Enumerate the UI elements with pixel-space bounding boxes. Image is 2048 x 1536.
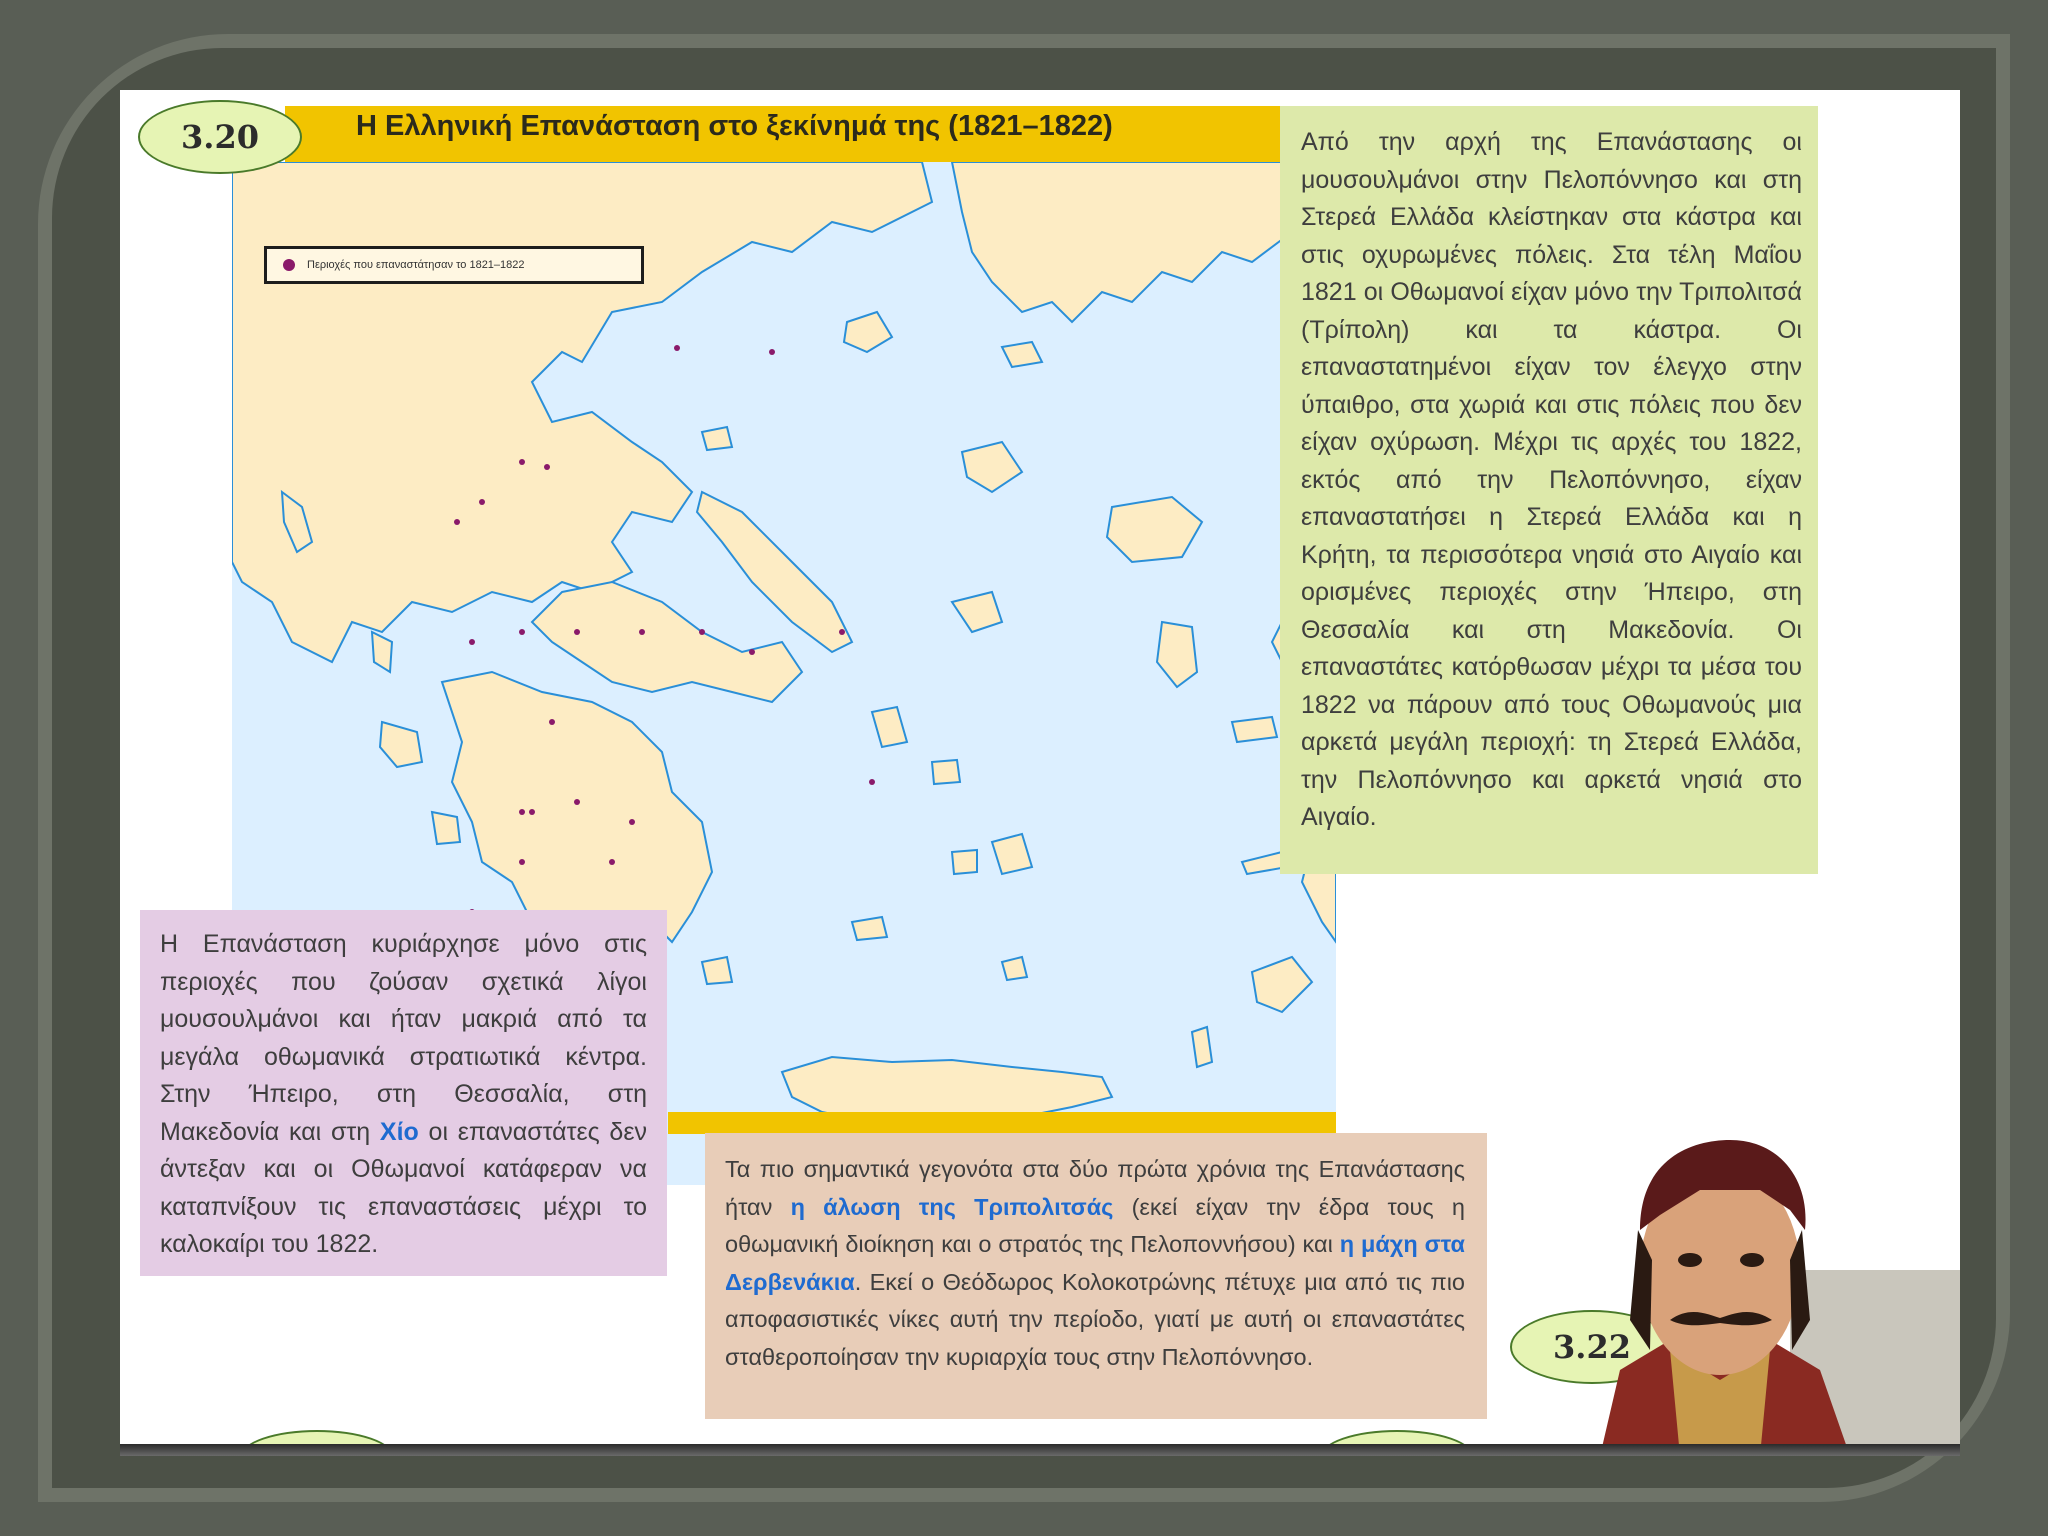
revolt-marker <box>629 819 635 825</box>
revolt-marker <box>479 499 485 505</box>
text-box-left <box>140 910 667 1276</box>
land-andros <box>872 707 907 747</box>
portrait-eye <box>1678 1253 1702 1267</box>
text-run: Τα πιο σημαντικά γεγονότα στα δύο πρώτα χρόνια της Επανάστασης ήταν <box>725 1156 1465 1220</box>
land-kythira <box>702 957 732 984</box>
portrait-kolokotronis <box>1560 1120 1960 1456</box>
revolt-marker <box>574 629 580 635</box>
land-thrace <box>952 162 1336 322</box>
land-rhodes <box>1252 957 1312 1012</box>
land-paros <box>952 850 977 874</box>
text-run: Η Επανάσταση κυριάρχησε μόνο στις περιοχές που ζούσαν σχετικά λίγοι μουσουλμάνοι και ήταν μακριά από τα μεγάλα οθωμανικά στρατιωτικά κέντρα. Στην Ήπειρο, στη Θεσσαλία, στη Μακεδονία και στη <box>160 930 647 1146</box>
legend-marker-icon <box>283 259 295 271</box>
land-tinos <box>932 760 960 784</box>
revolt-marker <box>639 629 645 635</box>
revolt-marker <box>609 859 615 865</box>
figure-number-badge <box>138 100 302 174</box>
land-sterea-ellada <box>532 582 802 702</box>
legend-label: Περιοχές που επαναστάτησαν το 1821–1822 <box>307 259 525 271</box>
text-run: (εκεί είχαν την έδρα τους η οθωμανική διοίκηση και ο στρατός της Πελοποννήσου) και <box>725 1193 1465 1257</box>
land-chios <box>1157 622 1197 687</box>
land-naxos <box>992 834 1032 874</box>
text-paragraph <box>160 926 647 1264</box>
revolt-marker <box>869 779 875 785</box>
revolt-marker <box>749 649 755 655</box>
revolt-marker <box>769 349 775 355</box>
text-run: οι επαναστάτες δεν άντεξαν και οι Οθωμανοί κατάφεραν να καταπνίξουν τις επαναστάσεις μέχρι το καλοκαίρι του 1822. <box>160 1117 647 1258</box>
land-thasos <box>844 312 892 352</box>
revolt-marker <box>519 859 525 865</box>
figure-number: 3.22 <box>1553 1328 1631 1366</box>
revolt-marker <box>674 345 680 351</box>
text-paragraph <box>725 1151 1465 1376</box>
revolt-marker <box>454 519 460 525</box>
land-skiathos <box>702 427 732 450</box>
bottom-strip <box>120 1444 1960 1456</box>
land-skyros <box>952 592 1002 632</box>
land-karpathos <box>1192 1027 1212 1067</box>
land-milos <box>852 917 887 940</box>
revolt-marker <box>519 459 525 465</box>
land-lesvos <box>1107 497 1202 562</box>
slide-page <box>120 90 1960 1456</box>
revolt-marker <box>699 629 705 635</box>
map-bottom-bar <box>668 1112 1336 1134</box>
land-evia <box>697 492 852 652</box>
text-run: . Εκεί ο Θεόδωρος Κολοκοτρώνης πέτυχε μια από τις πιο αποφασιστικές νίκες αυτή την περίοδο, γιατί με αυτή οι επαναστάτες σταθεροποίησαν την κυριαρχία τους στην Πελοπόννησο. <box>725 1268 1465 1370</box>
highlight-dervenakia: η μάχη στα Δερβενάκια <box>725 1231 1465 1295</box>
revolt-marker <box>839 629 845 635</box>
revolt-marker <box>544 464 550 470</box>
revolt-marker <box>519 809 525 815</box>
land-santorini <box>1002 957 1027 980</box>
land-lefkada <box>372 632 392 672</box>
land-kefalonia <box>380 722 422 767</box>
land-zakynthos <box>432 812 460 844</box>
highlight-tripolitsa: η άλωση της Τριπολιτσάς <box>790 1193 1114 1220</box>
land-limnos <box>962 442 1022 492</box>
revolt-marker <box>574 799 580 805</box>
text-box-bottom <box>705 1133 1487 1419</box>
map-legend <box>264 246 644 284</box>
revolt-marker <box>549 719 555 725</box>
portrait-eye <box>1740 1253 1764 1267</box>
land-samothraki <box>1002 342 1042 367</box>
highlight-chios: Χίο <box>379 1117 419 1146</box>
revolt-marker <box>519 629 525 635</box>
text-box-right <box>1280 106 1818 874</box>
revolt-marker <box>529 809 535 815</box>
text-paragraph: Από την αρχή της Επανάστασης οι μουσουλμάνοι στην Πελοπόννησο και στη Στερεά Ελλάδα κλείστηκαν στα κάστρα και στις οχυρωμένες πόλεις. Στα τέλη Μαΐου 1821 οι Οθωμανοί είχαν μόνο την Τριπολιτσά (Τρίπολη) και τα κάστρα. Οι επαναστατημένοι είχαν τον έλεγχο στην ύπαιθρο, στα χωριά και στις πόλεις που δεν είχαν οχύρωση. Μέχρι τις αρχές του 1822, εκτός από την Πελοπόννησο, είχαν επαναστατήσει η Στερεά Ελλάδα και η Κρήτη, τα περισσότερα νησιά στο Αιγαίο και ορισμένες περιοχές στην Ήπειρο, στη Θεσσαλία και στη Μακεδονία. Οι επαναστάτες κατόρθωσαν μέχρι τα μέσα του 1822 να πάρουν από τους Οθωμανούς μια αρκετά μεγάλη περιοχή: τη Στερεά Ελλάδα, την Πελοπόννησο και αρκετά νησιά στο Αιγαίο. <box>1301 128 1802 831</box>
revolt-marker <box>469 639 475 645</box>
land-samos <box>1232 717 1277 742</box>
page-title: Η Ελληνική Επανάσταση στο ξεκίνημά της (1821–1822) <box>356 110 1113 142</box>
figure-number: 3.20 <box>181 118 259 156</box>
